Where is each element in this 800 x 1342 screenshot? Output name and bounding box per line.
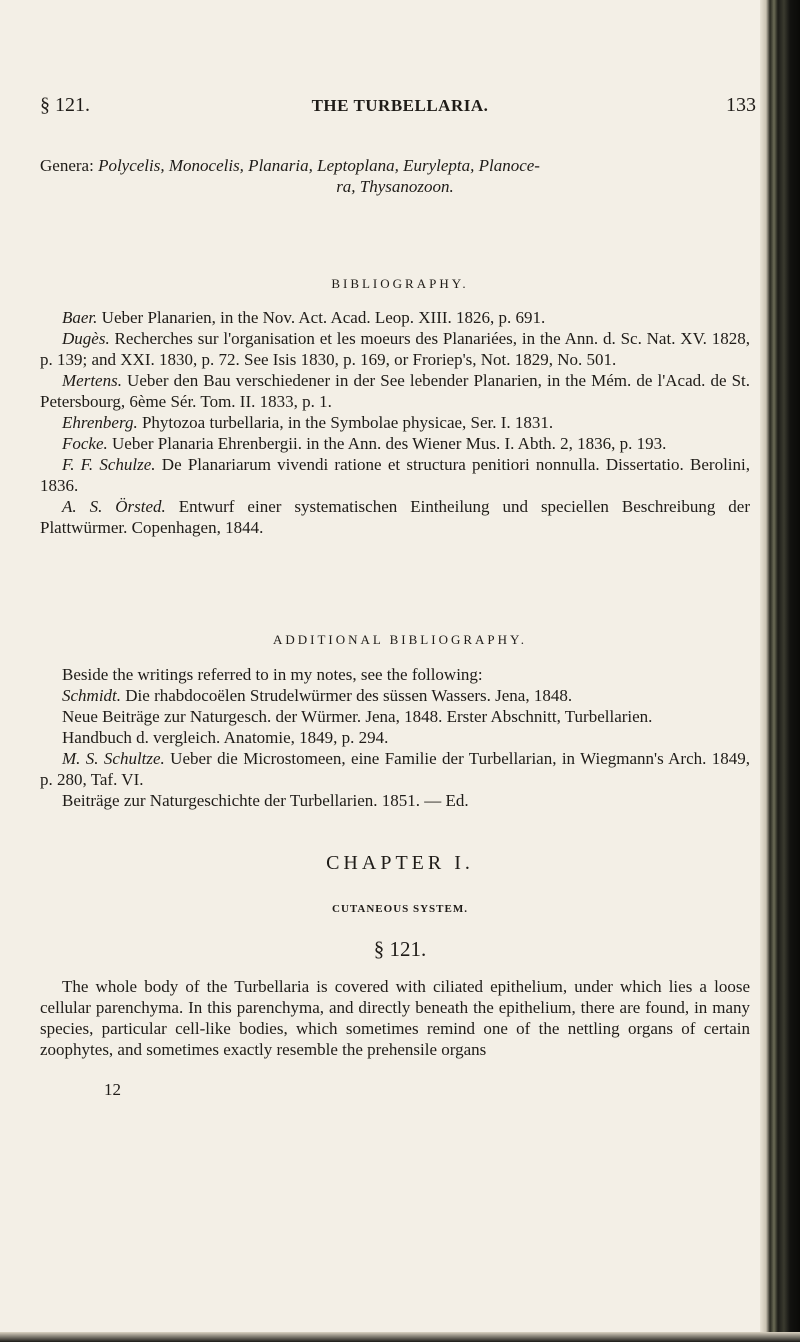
bib-text: De Planariarum vivendi ratione et structura penitiori nonnulla. Dissertatio. Berolini, 1836. bbox=[40, 455, 750, 495]
bibliography-heading: BIBLIOGRAPHY. bbox=[331, 276, 469, 291]
signature-mark: 12 bbox=[104, 1080, 121, 1099]
bib-entry bbox=[40, 370, 750, 412]
bib-author: F. F. Schulze. bbox=[62, 455, 156, 474]
bib-entry bbox=[40, 307, 750, 328]
body-paragraph: The whole body of the Turbellaria is covered with ciliated epithelium, under which lies a loose cellular parenchyma. In this parenchyma, and directly beneath the epithelium, there are found, in many species, particular cell-like bodies, which sometimes remind one of the nettling organs of certain zoophytes, and sometimes exactly resemble the prehensile organs bbox=[40, 977, 750, 1059]
bib-author: Dugès. bbox=[62, 329, 110, 348]
chapter-subtitle: CUTANEOUS SYSTEM. bbox=[332, 903, 468, 915]
bib-entry bbox=[40, 790, 750, 811]
chapter-title: CHAPTER I. bbox=[326, 852, 474, 874]
bib-text: Neue Beiträge zur Naturgesch. der Würmer. Jena, 1848. Erster Abschnitt, Turbellarien. bbox=[62, 707, 653, 726]
bib-author: Ehrenberg. bbox=[62, 413, 138, 432]
bib-author: A. S. Örsted. bbox=[62, 497, 166, 516]
bib-author: Mertens. bbox=[62, 371, 122, 390]
genera-list: Polycelis, Monocelis, Planaria, Leptoplana, Eurylepta, Planoce- bbox=[98, 156, 540, 175]
bib-text: Phytozoa turbellaria, in the Symbolae physicae, Ser. I. 1831. bbox=[137, 413, 554, 432]
bib-entry bbox=[40, 748, 750, 790]
bib-entry bbox=[40, 685, 750, 706]
bib-entry bbox=[40, 454, 750, 496]
additional-intro: Beside the writings referred to in my notes, see the following: bbox=[62, 665, 483, 684]
bib-text: Handbuch d. vergleich. Anatomie, 1849, p. 294. bbox=[62, 728, 389, 747]
bib-text: Beiträge zur Naturgeschichte der Turbellarien. 1851. — Ed. bbox=[62, 791, 469, 810]
bib-text: Ueber Planaria Ehrenbergii. in the Ann. des Wiener Mus. I. Abth. 2, 1836, p. 193. bbox=[107, 434, 667, 453]
bib-author: M. S. Schultze. bbox=[62, 749, 165, 768]
additional-bibliography-list bbox=[40, 664, 750, 811]
header-section: § 121. bbox=[40, 94, 90, 116]
bib-entry bbox=[40, 412, 750, 433]
bib-text: Entwurf einer systematischen Eintheilung und speciellen Beschreibung der Plattwürmer. Copenhagen, 1844. bbox=[40, 497, 750, 537]
running-header bbox=[40, 94, 760, 122]
bibliography-list bbox=[40, 307, 750, 538]
bib-entry bbox=[40, 328, 750, 370]
genera-paragraph bbox=[40, 155, 750, 197]
bib-entry bbox=[40, 433, 750, 454]
page-bottom-edge bbox=[0, 1332, 800, 1342]
section-number: § 121. bbox=[373, 937, 427, 961]
bib-text: Ueber Planarien, in the Nov. Act. Acad. Leop. XIII. 1826, p. 691. bbox=[97, 308, 546, 327]
bib-entry bbox=[40, 706, 750, 727]
body-paragraph-container bbox=[40, 976, 750, 1060]
bib-author: Schmidt. bbox=[62, 686, 122, 705]
bib-author: Focke. bbox=[62, 434, 108, 453]
bib-text: Ueber die Microstomeen, eine Familie der Turbellarian, in Wiegmann's Arch. 1849, p. 280, Taf. VI. bbox=[40, 749, 750, 789]
page-number: 133 bbox=[726, 94, 756, 116]
additional-bibliography-heading: ADDITIONAL BIBLIOGRAPHY. bbox=[273, 632, 527, 647]
bib-entry bbox=[40, 727, 750, 748]
bib-text: Die rhabdocoëlen Strudelwürmer des süssen Wassers. Jena, 1848. bbox=[121, 686, 573, 705]
bib-text: Recherches sur l'organisation et les moeurs des Planariées, in the Ann. d. Sc. Nat. XV. 1828, p. 139; and XXI. 1830, p. 72. See Isis 1830, p. 169, or Froriep's, Not. 1829, No. 501. bbox=[40, 329, 750, 369]
bib-author: Baer. bbox=[62, 308, 98, 327]
bib-entry bbox=[40, 496, 750, 538]
book-edge bbox=[760, 0, 800, 1342]
genera-list-cont: ra, Thysanozoon. bbox=[336, 177, 454, 196]
genera-label: Genera: bbox=[40, 156, 94, 175]
bib-text: Ueber den Bau verschiedener in der See lebender Planarien, in the Mém. de l'Acad. de St. Petersbourg, 6ème Sér. Tom. II. 1833, p. 1. bbox=[40, 371, 750, 411]
header-title: THE TURBELLARIA. bbox=[311, 96, 489, 115]
